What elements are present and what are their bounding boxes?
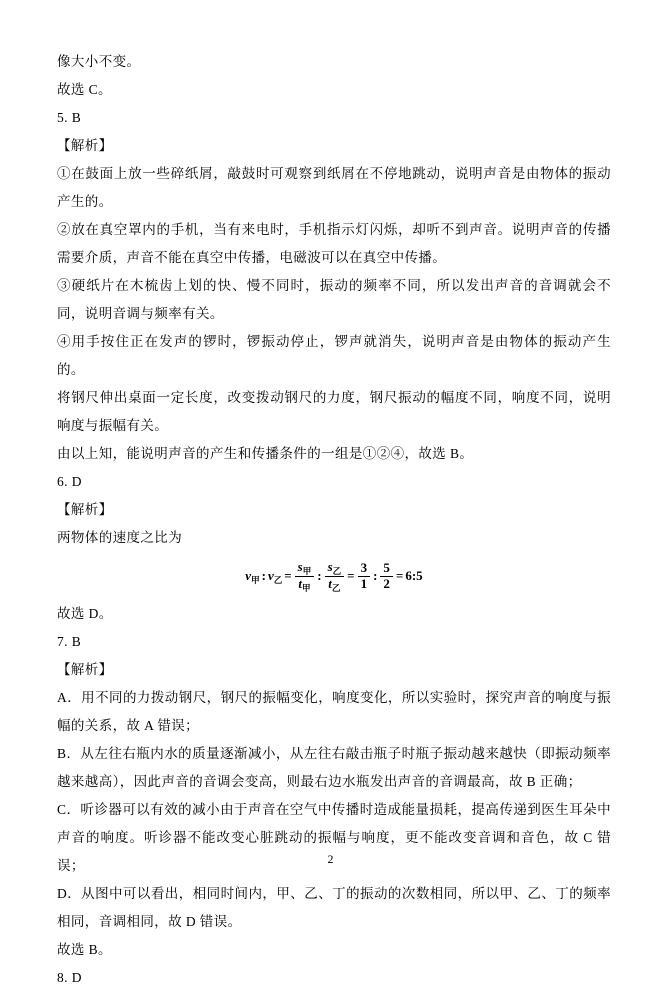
- q7-option-c: C．听诊器可以有效的减小由于声音在空气中传播时造成能量损耗，提高传递到医生耳朵中声音的响度。听诊器不能改变心脏跳动的振幅与响度，更不能改变音调和音色，故 C 错误；: [57, 802, 611, 873]
- q5-ruler-note: 将钢尺伸出桌面一定长度，改变拨动钢尺的力度，钢尺振动的幅度不同，响度不同，说明响度与振幅有关。: [57, 390, 611, 433]
- q6-statement: 两物体的速度之比为: [57, 530, 183, 545]
- fraction-3-1: $\frac{3}{1}$: [358, 561, 371, 592]
- q6-analysis-label: 【解析】: [57, 502, 113, 517]
- q5-point-3: ③硬纸片在木梳齿上划的快、慢不同时，振动的频率不同，所以发出声音的音调就会不同，说明音调与频率有关。: [57, 278, 611, 321]
- q5-point-1: ①在鼓面上放一些碎纸屑，敲鼓时可观察到纸屑在不停地跳动，说明声音是由物体的振动产生的。: [57, 166, 611, 209]
- colon-op: :: [373, 568, 378, 583]
- q7-analysis-label: 【解析】: [57, 662, 113, 677]
- q4-tail-line: 像大小不变。: [57, 54, 141, 69]
- equals-op: =: [395, 568, 404, 583]
- fraction-5-2: $\frac{5}{2}$: [380, 561, 393, 592]
- speed-ratio-formula: [245, 560, 422, 592]
- equals-op: =: [284, 568, 292, 583]
- q8-answer: 8. D: [57, 970, 82, 985]
- fraction-s-t-yi: $\frac{s_乙}{t_乙}$: [325, 560, 345, 592]
- document-body: [57, 48, 611, 992]
- q7-option-a: A．用不同的力拨动钢尺，钢尺的振幅变化，响度变化，所以实验时，探究声音的响度与振幅的关系，故 A 错误；: [57, 690, 611, 733]
- q5-conclusion: 由以上知，能说明声音的产生和传播条件的一组是①②④，故选 B。: [57, 446, 474, 461]
- q7-choice-line: 故选 B。: [57, 942, 112, 957]
- q7-answer: 7. B: [57, 634, 82, 649]
- q6-answer: 6. D: [57, 474, 82, 489]
- page-number: 2: [327, 852, 334, 866]
- q7-option-b: B．从左往右瓶内水的质量逐渐减小，从左往右敲击瓶子时瓶子振动越来越快（即振动频率越来越高），因此声音的音调会变高，则最右边水瓶发出声音的音调最高，故 B 正确；: [57, 746, 611, 789]
- q5-point-4: ④用手按住正在发声的锣时，锣振动停止，锣声就消失，说明声音是由物体的振动产生的。: [57, 334, 611, 377]
- colon-op: :: [317, 568, 322, 583]
- q5-analysis-label: 【解析】: [57, 138, 113, 153]
- q6-choice-line: 故选 D。: [57, 606, 113, 621]
- formula-v-jia: $v_甲$: [245, 567, 260, 585]
- q5-point-2: ②放在真空罩内的手机，当有来电时，手机指示灯闪烁，却听不到声音。说明声音的传播需要介质，声音不能在真空中传播，电磁波可以在真空中传播。: [57, 222, 611, 265]
- q7-option-d: D．从图中可以看出，相同时间内，甲、乙、丁的振动的次数相同，所以甲、乙、丁的频率相同，音调相同，故 D 错误。: [57, 886, 611, 929]
- equals-op: =: [347, 568, 355, 583]
- q5-answer: 5. B: [57, 110, 82, 125]
- colon-op: :: [261, 568, 266, 583]
- fraction-s-t-jia: $\frac{s_甲}{t_甲}$: [295, 560, 315, 592]
- q4-choice-line: 故选 C。: [57, 82, 112, 97]
- formula-v-yi: $v_乙$: [267, 567, 283, 585]
- q6-formula-row: [57, 552, 611, 600]
- formula-result: 6:5: [405, 568, 423, 583]
